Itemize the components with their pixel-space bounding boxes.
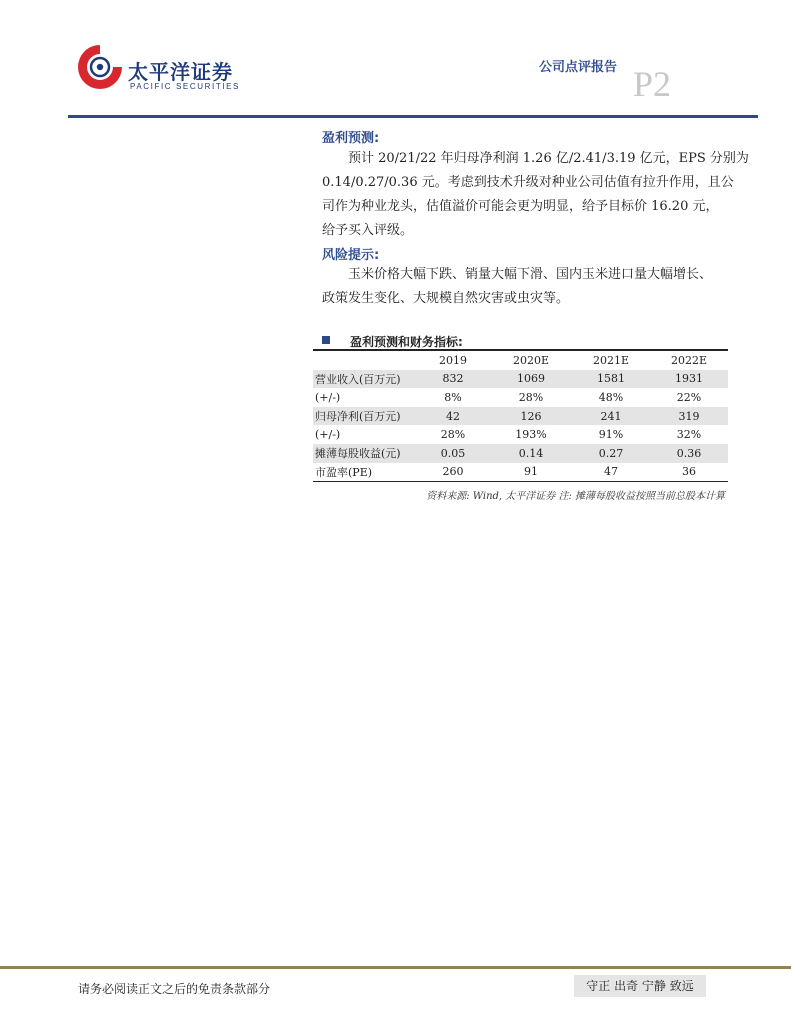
table-cell: 0.36 — [650, 444, 728, 463]
table-cell: 91 — [490, 463, 572, 482]
table-cell: 193% — [515, 428, 547, 442]
forecast-line: 司作为种业龙头，估值溢价可能会更为明显，给予目标价 16.20 元， — [322, 199, 719, 214]
table-cell: 0.14 — [490, 444, 572, 463]
table-row — [313, 407, 728, 426]
row-label: 营业收入(百万元) — [313, 370, 416, 389]
forecast-line: 预计 20/21/22 年归母净利润 1.26 亿/2.41/3.19 亿元，EPS 分别为 — [348, 151, 749, 166]
table-cell: 0.05 — [416, 444, 490, 463]
table-cell: 28% — [518, 390, 544, 404]
table-cell: 36 — [650, 463, 728, 482]
table-row — [313, 444, 728, 463]
table-cell: 22% — [676, 390, 702, 404]
risk-paragraph — [322, 263, 742, 311]
financial-table — [313, 351, 728, 482]
table-cell: 1931 — [650, 370, 728, 389]
table-header-cell: 2020E — [512, 353, 550, 367]
forecast-line: 给予买入评级。 — [322, 223, 414, 238]
row-label: 市盈率(PE) — [313, 463, 416, 482]
table-cell: 42 — [416, 407, 490, 426]
header-divider — [68, 115, 758, 118]
table-cell: 32% — [676, 428, 702, 442]
page-number: P2 — [633, 64, 672, 104]
row-label: 归母净利(百万元) — [313, 407, 416, 426]
table-title: 盈利预测和财务指标: — [350, 335, 463, 349]
logo-chinese-name: 太平洋证券 — [128, 60, 233, 84]
table-cell: 48% — [598, 390, 624, 404]
footer-disclaimer: 请务必阅读正文之后的免责条款部分 — [78, 982, 271, 996]
risk-section-title: 风险提示: — [322, 248, 380, 263]
risk-line: 玉米价格大幅下跌、销量大幅下滑、国内玉米进口量大幅增长、 — [348, 267, 713, 282]
square-bullet-icon — [322, 336, 330, 344]
table-header-row — [313, 351, 728, 370]
logo-english-name: PACIFIC SECURITIES — [130, 82, 240, 91]
table-row — [313, 388, 728, 407]
table-source-note: 资料来源: Wind, 太平洋证券 注: 摊薄每股收益按照当前总股本计算 — [426, 491, 725, 502]
footer-motto: 守正 出奇 宁静 致远 — [574, 975, 706, 997]
table-cell: 1069 — [490, 370, 572, 389]
forecast-paragraph — [322, 147, 749, 243]
table-cell: 8% — [444, 390, 462, 404]
table-header-cell: 2022E — [670, 353, 708, 367]
table-cell: 28% — [440, 428, 466, 442]
company-logo-icon — [75, 42, 125, 92]
table-cell: 126 — [490, 407, 572, 426]
table-cell: 832 — [416, 370, 490, 389]
row-label: (+/-) — [315, 390, 341, 404]
table-header-cell: 2021E — [592, 353, 630, 367]
table-row — [313, 370, 728, 389]
table-cell: 1581 — [572, 370, 650, 389]
table-row — [313, 463, 728, 482]
table-header-cell: 2019 — [439, 353, 467, 367]
row-label: (+/-) — [315, 428, 341, 442]
report-type-label: 公司点评报告 — [539, 60, 618, 75]
footer-divider — [0, 966, 791, 969]
risk-line: 政策发生变化、大规模自然灾害或虫灾等。 — [322, 291, 570, 306]
forecast-section-title: 盈利预测: — [322, 131, 380, 146]
table-cell: 0.27 — [572, 444, 650, 463]
row-label: 摊薄每股收益(元) — [313, 444, 416, 463]
forecast-line: 0.14/0.27/0.36 元。考虑到技术升级对种业公司估值有拉升作用，且公 — [322, 175, 734, 190]
table-cell: 260 — [416, 463, 490, 482]
table-cell: 47 — [572, 463, 650, 482]
table-cell: 241 — [572, 407, 650, 426]
table-row — [313, 425, 728, 444]
table-header-cell — [313, 351, 416, 370]
table-cell: 91% — [598, 428, 624, 442]
table-cell: 319 — [650, 407, 728, 426]
